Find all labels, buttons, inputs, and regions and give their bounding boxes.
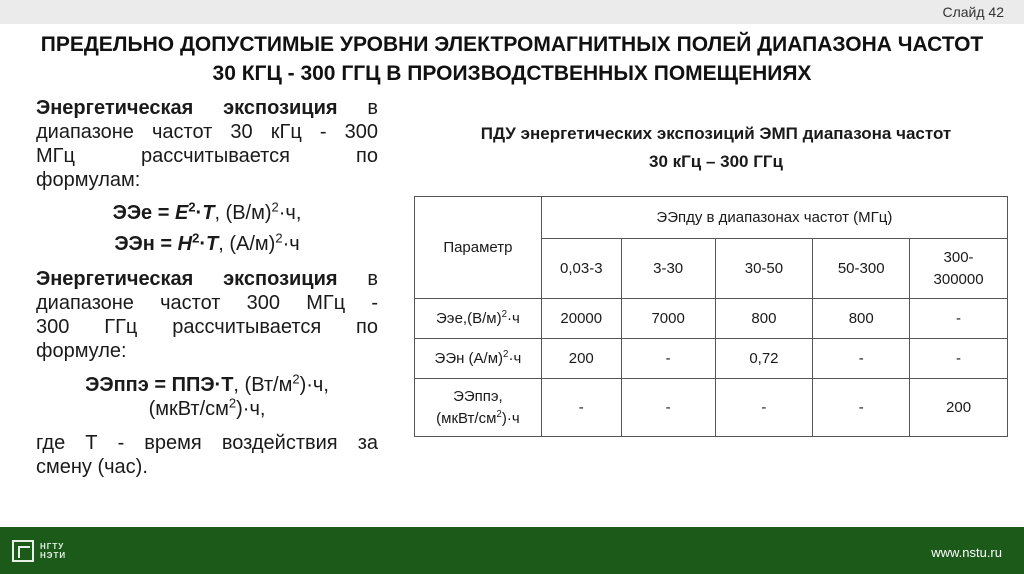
formula-en-end: ·ч	[282, 233, 300, 255]
table-cell: -	[621, 339, 715, 379]
footer-bar	[0, 527, 1024, 574]
formula-ee-t: T	[202, 202, 215, 224]
table-cell: 800	[715, 299, 813, 339]
para2-line4: формуле:	[36, 340, 127, 362]
range-cell: 3-30	[621, 239, 715, 299]
formula-en-dot: ·	[199, 233, 207, 255]
formula-ee-end: ·ч,	[278, 202, 302, 224]
table-title-line-1: ПДУ энергетических экспозиций ЭМП диапазона частот	[480, 124, 952, 143]
pdu-table	[414, 196, 1008, 437]
table-cell: -	[813, 339, 910, 379]
formula-en	[36, 232, 378, 256]
table-cell: 0,72	[715, 339, 813, 379]
para1-line3: МГц рассчитывается по	[36, 145, 378, 167]
table-row	[415, 339, 1008, 379]
para1-rest: в	[337, 97, 379, 119]
logo-text	[40, 542, 66, 560]
formula-ee-sup: 2	[188, 199, 196, 215]
table-cell: 200	[910, 379, 1008, 437]
slide-title	[0, 30, 1024, 88]
table-header-row	[415, 197, 1008, 239]
formula-eeppe-sup: 2	[292, 371, 300, 387]
formula-en-t: T	[206, 233, 219, 255]
table-cell: 200	[541, 339, 621, 379]
formula-en-unit-sup: 2	[275, 230, 283, 246]
para1-bold: Энергетическая экспозиция	[36, 97, 338, 119]
header-frequency-group: ЭЭпду в диапазонах частот (МГц)	[541, 197, 1007, 239]
row-label-text: Ээе,(В/м)	[435, 310, 502, 327]
formula-en-unit: , (А/м)	[218, 233, 276, 255]
formula-ee-var: E	[174, 202, 189, 224]
formula-en-var: H	[177, 233, 193, 255]
para1-line4: формулам:	[36, 169, 141, 191]
formula-eeppe-unit2-end: )·ч,	[236, 398, 266, 420]
row-label-line2-text: (мкВт/см	[436, 409, 497, 427]
range-cell: 50-300	[813, 239, 910, 299]
formula-eeppe-unit2-sup: 2	[228, 395, 237, 411]
row-label-end: )·ч	[501, 409, 520, 427]
formula-ee-unit: , (В/м)	[214, 202, 272, 224]
formula-eeppe-line1	[36, 373, 378, 397]
para3-line2: смену (час).	[36, 456, 148, 478]
para1-line1	[36, 96, 378, 120]
range-cell: 0,03-3	[541, 239, 621, 299]
formula-en-lhs: ЭЭн =	[114, 233, 178, 255]
title-line-2: 30 КГЦ - 300 ГГЦ В ПРОИЗВОДСТВЕННЫХ ПОМЕЩЕНИЯХ	[212, 62, 812, 85]
formula-ee-unit-sup: 2	[271, 199, 279, 215]
formula-en-sup: 2	[192, 230, 200, 246]
university-logo	[12, 539, 98, 563]
para2-line2: диапазоне частот 300 МГц -	[36, 292, 378, 314]
formula-text-block	[36, 96, 378, 479]
website-link[interactable]: www.nstu.ru	[931, 545, 1002, 560]
title-line-1: ПРЕДЕЛЬНО ДОПУСТИМЫЕ УРОВНИ ЭЛЕКТРОМАГНИТНЫХ ПОЛЕЙ ДИАПАЗОНА ЧАСТОТ	[40, 33, 984, 56]
row-label-text: ЭЭн (А/м)	[434, 350, 504, 367]
table-cell: -	[813, 379, 910, 437]
table-title-line-2: 30 кГц – 300 ГГц	[649, 152, 783, 171]
row-label-end: ·ч	[508, 350, 522, 367]
para1-line2: диапазоне частот 30 кГц - 300	[36, 121, 378, 143]
formula-ee-lhs: ЭЭе =	[112, 202, 175, 224]
para2-line1	[36, 267, 378, 291]
formula-eeppe-lhs: ЭЭппэ = ППЭ·Т	[85, 374, 234, 396]
formula-ee	[36, 201, 378, 225]
range-cell: 300- 300000	[910, 239, 1008, 299]
formula-eeppe-line2	[36, 397, 378, 421]
formula-eeppe-unit: , (Вт/м	[233, 374, 293, 396]
slide-number: Слайд 42	[942, 4, 1004, 20]
row-label-end: ·ч	[507, 310, 520, 327]
row-label	[415, 379, 542, 437]
table-cell: -	[910, 339, 1008, 379]
formula-eeppe-end: )·ч,	[299, 374, 329, 396]
table-cell: -	[715, 379, 813, 437]
formula-eeppe	[36, 373, 378, 421]
formula-ee-dot: ·	[195, 202, 203, 224]
range-cell: 30-50	[715, 239, 813, 299]
table-cell: -	[621, 379, 715, 437]
table-row	[415, 379, 1008, 437]
row-label-sup: 2	[501, 309, 508, 320]
table-cell: 7000	[621, 299, 715, 339]
logo-text-line-2: НЭТИ	[40, 551, 67, 560]
formula-eeppe-unit2: (мкВт/см	[148, 398, 229, 420]
table-cell: 800	[813, 299, 910, 339]
row-label-line2	[419, 408, 537, 430]
row-label	[415, 339, 542, 379]
table-title	[410, 120, 1022, 176]
table-cell: 20000	[541, 299, 621, 339]
row-label-text: ЭЭппэ,	[453, 387, 503, 405]
logo-text-line-1: НГТУ	[40, 542, 65, 551]
row-label-sup: 2	[496, 408, 502, 420]
row-label-sup: 2	[503, 349, 509, 360]
para2-line3: 300 ГГц рассчитывается по	[36, 316, 378, 338]
header-parameter: Параметр	[415, 197, 542, 299]
para3-line1: где Т - время воздействия за	[36, 432, 378, 454]
table-cell: -	[541, 379, 621, 437]
top-bar	[0, 0, 1024, 24]
logo-mark-icon	[12, 540, 34, 562]
table-row	[415, 299, 1008, 339]
para2-bold: Энергетическая экспозиция	[36, 268, 338, 290]
para2-rest: в	[337, 268, 379, 290]
row-label	[415, 299, 542, 339]
table-cell: -	[910, 299, 1008, 339]
